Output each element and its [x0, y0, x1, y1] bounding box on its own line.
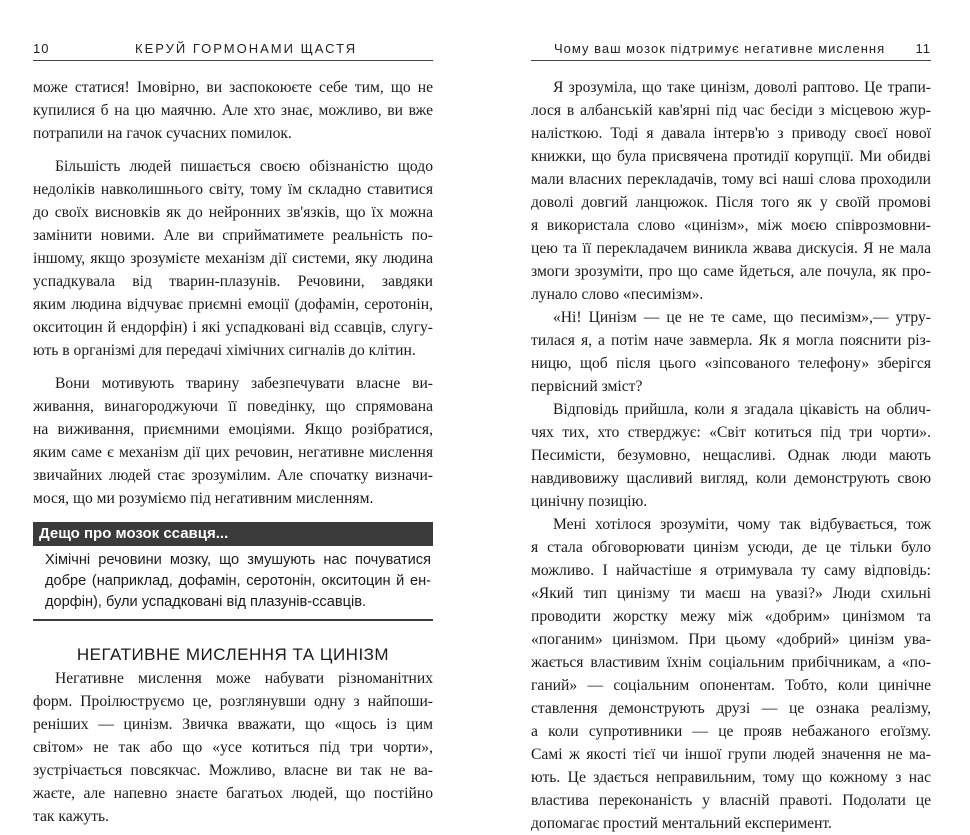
- text-line: світом» не так або що «усе котиться під три чорти»,: [33, 739, 433, 756]
- text-line: я використала слово «цинізм», між моєю співрозмовни-: [531, 217, 931, 234]
- paragraph: [531, 306, 931, 398]
- text-line: «Ні! Цинізм — це не те саме, що песимізм»,— утру-: [553, 309, 931, 326]
- paragraph: [33, 372, 433, 510]
- left-running-head: [33, 40, 433, 61]
- sidebar-box: [33, 522, 433, 621]
- text-line: а коли супротивники — це прояв небажаного егоїзму.: [531, 723, 931, 740]
- text-line: дорфін), були успадковані від плазунів-ссавців.: [45, 594, 366, 610]
- text-line: змоги зрозуміти, про що саме йдеться, але почула, як про-: [531, 263, 931, 280]
- paragraph: [531, 398, 931, 513]
- text-line: ють. Це здається неправильним, тому що кожному з нас: [531, 769, 931, 786]
- text-line: яким людина відчуває приємні емоції (дофамін, серотонін,: [33, 296, 433, 313]
- text-line: може статися! Імовірно, ви заспокоюєте себе тим, що не: [33, 79, 433, 96]
- text-line: Песимісти, безумовно, нещасливі. Однак люди мають: [531, 447, 931, 464]
- text-line: яким саме є механізм дії цих речовин, негативне мислення: [33, 444, 433, 461]
- text-line: Я зрозуміла, що таке цинізм, доволі раптово. Це трапи-: [553, 79, 931, 96]
- text-line: «Який тип цинізму ти маєш на увазі?» Люди схильні: [531, 585, 931, 602]
- text-line: лося в албанській кав'ярні під час бесіди з місцевою жур-: [531, 102, 931, 119]
- paragraph: [33, 76, 433, 145]
- text-line: так кажуть.: [33, 808, 110, 825]
- text-line: успадкувала від тварин-плазунів. Речовини, завдяки: [33, 273, 433, 290]
- text-line: потрапили на гачок сучасних помилок.: [33, 125, 292, 142]
- text-line: Мені хотілося зрозуміти, чому так відбувається, тож: [553, 516, 931, 533]
- running-title: КЕРУЙ ГОРМОНАМИ ЩАСТЯ: [135, 41, 358, 56]
- text-line: реніших — цинізм. Звичка вважати, що «щось із цим: [33, 716, 433, 733]
- text-line: Вони мотивують тварину забезпечувати власне ви-: [55, 375, 433, 392]
- sidebar-box-title: Дещо про мозок ссавця...: [33, 522, 433, 546]
- left-body-text: [33, 76, 433, 828]
- text-line: доволі довгий ланцюжок. Після того як у своїй промові: [531, 194, 931, 211]
- text-line: жаєте, але напевно знаєте багатьох людей, що постійно: [33, 785, 433, 802]
- paragraph: [531, 513, 931, 835]
- paragraph: [531, 76, 931, 306]
- text-line: лунало слово «песимізм».: [531, 286, 704, 303]
- running-title: Чому ваш мозок підтримує негативне мислення: [554, 41, 886, 56]
- text-line: книжки, що була присвячена протидії корупції. Ми обидві: [531, 148, 931, 165]
- text-line: ницю, щоб після цього «зіпсованого телефону» зберігся: [531, 355, 931, 372]
- text-line: добре (наприклад, дофамін, серотонін, окситоцин й ен-: [45, 573, 431, 589]
- text-line: цинічну позицію.: [531, 493, 648, 510]
- text-line: форм. Проілюструємо це, розглянувши одну з найпоши-: [33, 693, 433, 710]
- paragraph: [33, 155, 433, 362]
- text-line: окситоцин й ендорфін) і які успадковані від ссавців, слугу-: [33, 319, 433, 336]
- text-line: первісний зміст?: [531, 378, 643, 395]
- page-number: 10: [33, 41, 50, 56]
- paragraph: [33, 667, 433, 828]
- text-line: налісткою. Тоді я давала інтерв'ю з приводу своєї нової: [531, 125, 931, 142]
- text-line: тилася я, а потім наче завмерла. Як я могла пояснити різ-: [531, 332, 931, 349]
- text-line: Хімічні речовини мозку, що змушують нас почуватися: [45, 552, 431, 568]
- text-line: допомагає простий ментальний експеримент.: [531, 815, 832, 832]
- right-body-text: [531, 76, 931, 835]
- text-line: іншому, якщо зрозумієте механізм дії системи, яку людина: [33, 250, 433, 267]
- text-line: ють в організмі для передачі хімічних сигналів до клітин.: [33, 342, 416, 359]
- sidebar-box-body: [33, 546, 433, 621]
- text-line: чях тих, хто стверджує: «Світ котиться під три чорти».: [531, 424, 931, 441]
- section-heading: НЕГАТИВНЕ МИСЛЕННЯ ТА ЦИНІЗМ: [76, 645, 390, 664]
- text-line: живання, винагороджуючи її поведінку, що спрямована: [33, 398, 433, 415]
- right-running-head: [531, 40, 931, 61]
- text-line: можливо. І найчастіше я отримувала ту саму відповідь:: [531, 562, 931, 579]
- text-line: ганий» — соціальним опонентам. Тобто, коли цинічне: [531, 677, 931, 694]
- text-line: зустрічається повсякчас. Можливо, власне ви так не ва-: [33, 762, 433, 779]
- text-line: ставлення демонструють друзі — це ознака реалізму,: [531, 700, 931, 717]
- text-line: навдивовижу щасливий вигляд, коли демонструють свою: [531, 470, 931, 487]
- text-line: до своїх висновків як до нейронних зв'язків, що їх можна: [33, 204, 433, 221]
- page-number: 11: [915, 41, 931, 56]
- text-line: Негативне мислення може набувати різноманітних: [55, 670, 433, 687]
- text-line: мося, що ми розуміємо під негативним мисленням.: [33, 490, 374, 507]
- text-line: «поганим» цинізмом. При цьому «добрий» цинізм ува-: [531, 631, 931, 648]
- text-line: я стала обговорювати цинізм усюди, де це тільки було: [531, 539, 931, 556]
- text-line: недоліків навколишнього світу, тому їм складно ставитися: [33, 181, 433, 198]
- text-line: звичайних людей стає зрозумілим. Але спочатку визначи-: [33, 467, 433, 484]
- text-line: купилися б на цю маячню. Але хто знає, можливо, ви вже: [33, 102, 433, 119]
- text-line: мали власних перекладачів, тому всі наші слова проходили: [531, 171, 931, 188]
- text-line: жається властивим їхнім соціальним прибічникам, а «по-: [531, 654, 931, 671]
- text-line: проводити жорстку межу між «добрим» цинізмом та: [531, 608, 931, 625]
- text-line: на виживання, приємними емоціями. Якщо розібратися,: [33, 421, 433, 438]
- text-line: замінити новими. Але ви сприйматимете реальність по-: [33, 227, 433, 244]
- text-line: Відповідь прийшла, коли я згадала цікавість на облич-: [553, 401, 931, 418]
- text-line: Самі ж якості тієї чи іншої групи людей значення не ма-: [531, 746, 931, 763]
- text-line: Більшість людей пишається своєю обізнаністю щодо: [55, 158, 433, 175]
- text-line: властива переконаність у власній правоті. Подолати це: [531, 792, 931, 809]
- text-line: цею та її перекладачем виникла жвава дискусія. Я не мала: [531, 240, 931, 257]
